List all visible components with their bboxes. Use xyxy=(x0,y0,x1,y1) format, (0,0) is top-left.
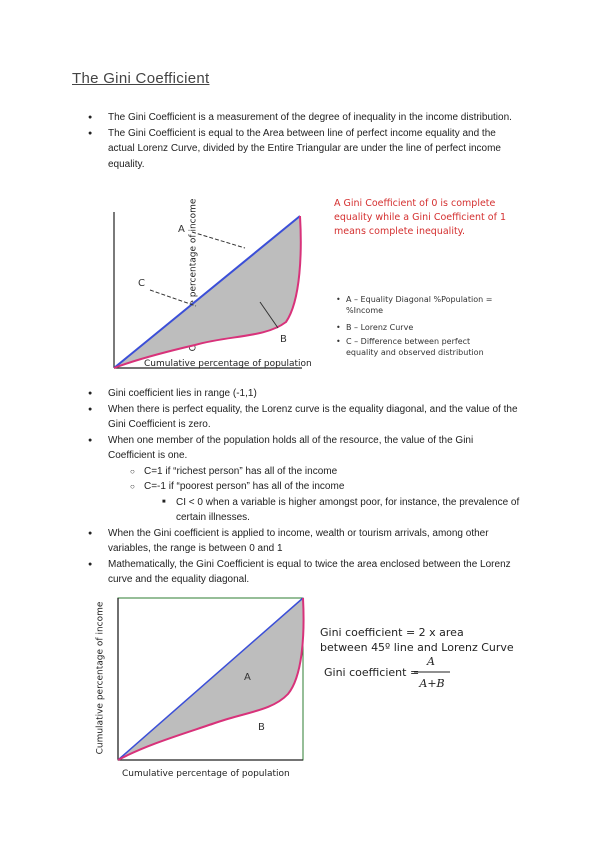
list-item: ● The Gini Coefficient is a measurement of the degree of inequality in the income distribution. xyxy=(88,110,520,126)
fig1-label-a: A xyxy=(178,224,185,235)
sub-list-item-text: C=-1 if “poorest person” has all of the income xyxy=(144,481,345,492)
svg-text:between 45º line and Lorenz Cu: between 45º line and Lorenz Curve xyxy=(320,641,514,654)
svg-text:means complete inequality.: means complete inequality. xyxy=(334,226,465,237)
svg-text:%Income: %Income xyxy=(346,306,384,315)
list-item xyxy=(88,433,520,526)
lorenz-figure-2 xyxy=(88,592,528,784)
sub-sub-list-item: ■ CI < 0 when a variable is higher amongst poor, for instance, the prevalence of certain illnesses. xyxy=(162,495,520,526)
fig1-red-note xyxy=(334,198,506,237)
svg-text:•: • xyxy=(336,337,341,346)
fig1-legend xyxy=(336,295,492,357)
svg-text:C – Difference between perfect: C – Difference between perfect xyxy=(346,337,471,346)
svg-text:Gini coefficient = 2 x area: Gini coefficient = 2 x area xyxy=(320,626,464,639)
gini-facts-list xyxy=(88,386,520,588)
svg-text:equality while a Gini Coeffici: equality while a Gini Coefficient of 1 xyxy=(334,212,506,223)
intro-bullet-list xyxy=(88,110,520,172)
svg-text:A Gini Coefficient of 0 is com: A Gini Coefficient of 0 is complete xyxy=(334,198,496,209)
sub-list xyxy=(108,464,520,526)
svg-text:•: • xyxy=(336,323,341,332)
svg-text:Cumulative percentage of incom: Cumulative percentage of income xyxy=(95,601,106,755)
svg-text:A+B: A+B xyxy=(419,677,445,690)
svg-text:B – Lorenz Curve: B – Lorenz Curve xyxy=(346,323,414,332)
lorenz-figure-1 xyxy=(90,190,530,370)
list-item-text: When one member of the population holds all of the resource, the value of the Gini Coefficient is one. xyxy=(108,434,474,461)
list-item: ● Mathematically, the Gini Coefficient is equal to twice the area enclosed between the Lorenz curve and the equality diagonal. xyxy=(88,557,520,588)
sub-sub-list xyxy=(144,495,520,526)
fig2-ylabel xyxy=(96,601,106,754)
fig1-pointer-a xyxy=(192,232,245,248)
gini-formula xyxy=(320,626,514,690)
list-item: ● The Gini Coefficient is equal to the Area between line of perfect income equality and the actual Lorenz Curve, divided by the Entire Triangular are under the line of perfect income equality. xyxy=(88,126,520,173)
fig2-label-a: A xyxy=(244,672,251,683)
fig2-xlabel: Cumulative percentage of population xyxy=(122,769,290,779)
svg-text:•: • xyxy=(336,295,341,304)
list-item: ● Gini coefficient lies in range (-1,1) xyxy=(88,386,520,402)
fig2-label-b: B xyxy=(258,722,265,733)
svg-text:equality and observed distribu: equality and observed distribution xyxy=(346,348,484,357)
list-item: ● When there is perfect equality, the Lorenz curve is the equality diagonal, and the value of the Gini Coefficient is zero. xyxy=(88,402,520,433)
svg-text:Cumulative percentage of incom: Cumulative percentage of income xyxy=(188,198,199,352)
sub-list-item: ○ C=1 if “richest person” has all of the income xyxy=(130,464,520,480)
fig1-xlabel: Cumulative percentage of population xyxy=(144,359,312,369)
svg-text:A – Equality Diagonal %Populat: A – Equality Diagonal %Population = xyxy=(346,295,493,304)
fig1-label-c: C xyxy=(138,278,145,289)
list-item: ● When the Gini coefficient is applied to income, wealth or tourism arrivals, among other variables, the range is between 0 and 1 xyxy=(88,526,520,557)
svg-text:A: A xyxy=(427,655,435,668)
svg-text:Gini coefficient =: Gini coefficient = xyxy=(324,666,420,679)
sub-list-item xyxy=(130,479,520,526)
fig1-label-b: B xyxy=(280,334,287,345)
page-title: The Gini Coefficient xyxy=(72,70,210,87)
